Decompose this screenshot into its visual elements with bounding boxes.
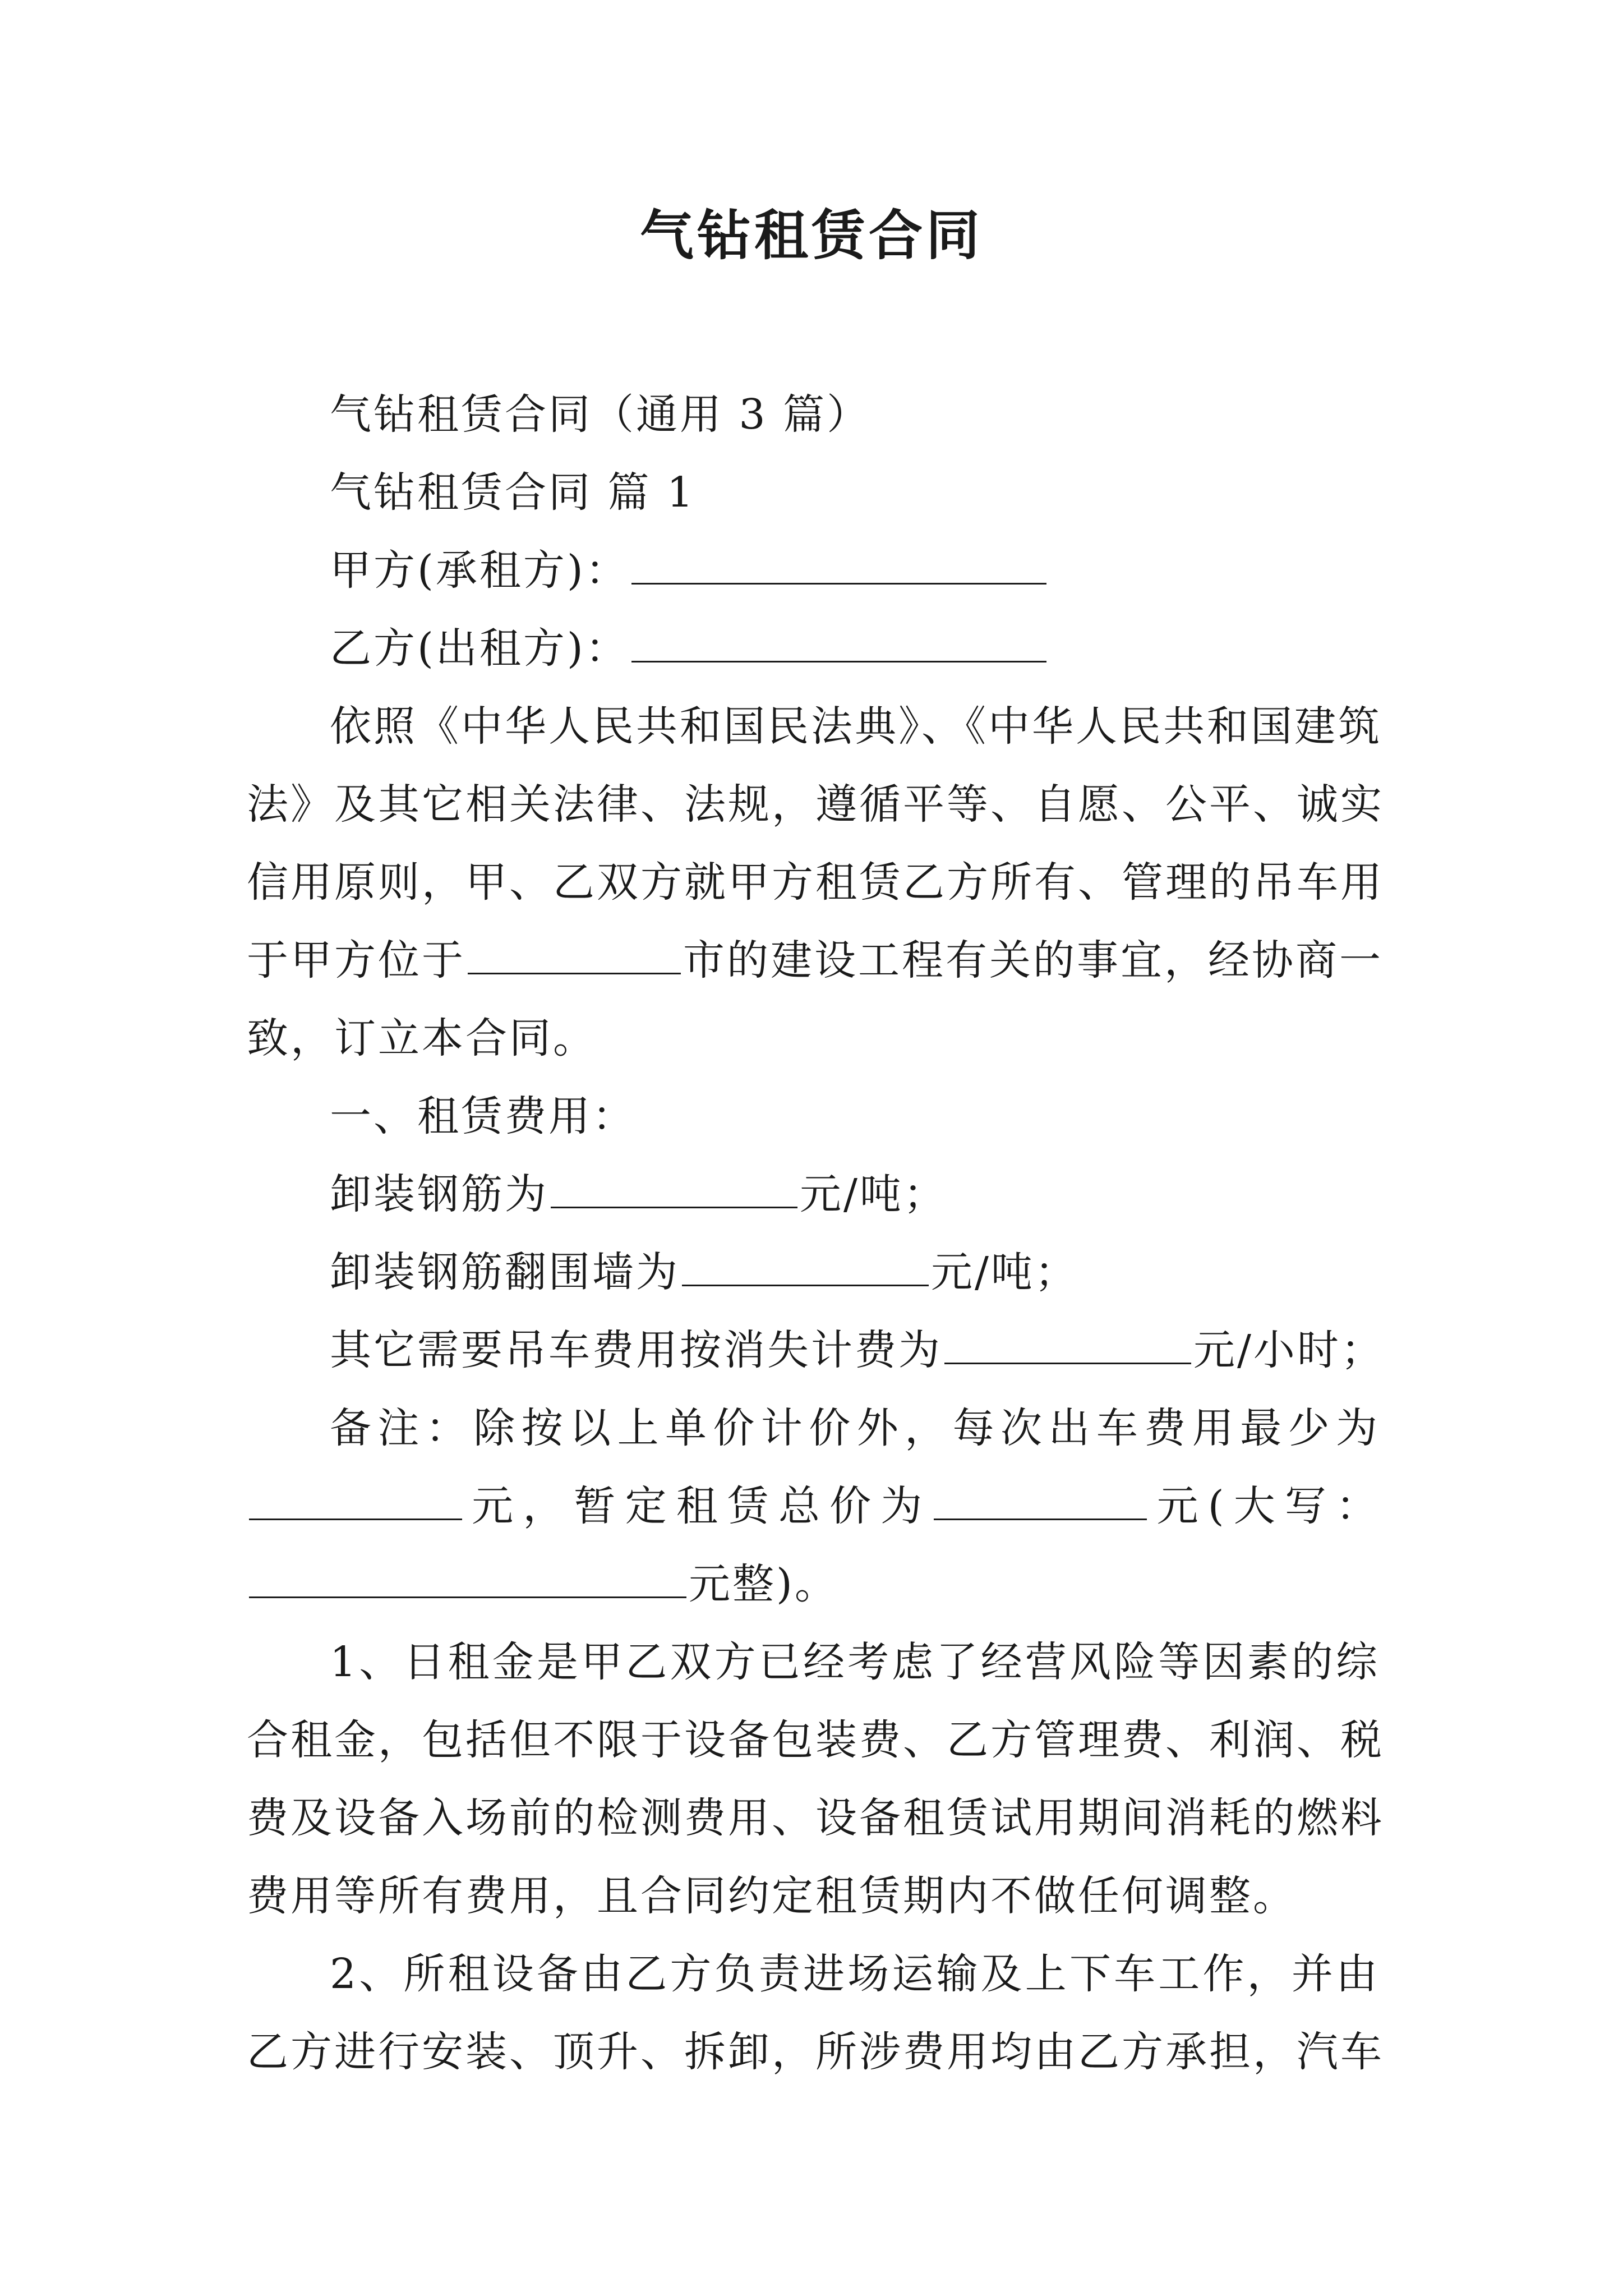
preamble-line-4 bbox=[247, 922, 1383, 1000]
party-a-line bbox=[247, 532, 1380, 610]
item-1-line-2: 合租金，包括但不限于设备包装费、乙方管理费、利润、税 bbox=[247, 1716, 1384, 1764]
note-line-2 bbox=[247, 1467, 1380, 1545]
preamble-line-1: 依照《中华人民共和国民法典》、《中华人民共和国建筑 bbox=[330, 702, 1382, 751]
fee-other-unit: 元/小时； bbox=[1193, 1326, 1385, 1374]
fee-other-line bbox=[247, 1312, 1385, 1389]
fee-rebar-unit: 元/吨； bbox=[800, 1170, 947, 1218]
note-line-1: 备注：除按以上单价计价外，每次出车费用最少为 bbox=[330, 1404, 1380, 1452]
fee-rebar-label: 卸装钢筋为 bbox=[330, 1170, 548, 1218]
preamble-line-4-end: 市的建设工程有关的事宜，经协商一 bbox=[683, 936, 1383, 984]
document-body bbox=[247, 376, 1385, 2091]
note-line-3 bbox=[247, 1545, 1380, 1623]
item-2-line-1: 2、所租设备由乙方负责进场运输及上下车工作，并由 bbox=[330, 1950, 1380, 1998]
party-b-blank[interactable] bbox=[631, 622, 1046, 662]
party-a-blank[interactable] bbox=[631, 544, 1046, 585]
fee-other-label: 其它需要吊车费用按消失计费为 bbox=[330, 1326, 942, 1374]
city-blank[interactable] bbox=[468, 933, 681, 974]
item-2-line-2: 乙方进行安装、顶升、拆卸，所涉费用均由乙方承担，汽车 bbox=[247, 2028, 1384, 2076]
fee-wall-label: 卸装钢筋翻围墙为 bbox=[330, 1248, 680, 1296]
party-b-label: 乙方(出租方)： bbox=[330, 624, 629, 673]
item-1-line-1: 1、日租金是甲乙双方已经考虑了经营风险等因素的综 bbox=[330, 1638, 1380, 1686]
uppercase-amount-blank[interactable] bbox=[249, 1557, 686, 1598]
preamble-line-3: 信用原则，甲、乙双方就甲方租赁乙方所有、管理的吊车用 bbox=[247, 858, 1384, 907]
fee-wall-blank[interactable] bbox=[682, 1245, 929, 1286]
document-title: 气钻租赁合同 bbox=[640, 204, 983, 267]
section-heading: 气钻租赁合同 篇 1 bbox=[330, 468, 696, 517]
fee-wall-line bbox=[247, 1234, 1380, 1312]
fee-rebar-line bbox=[247, 1156, 1380, 1234]
preamble-line-5: 致，订立本合同。 bbox=[247, 1014, 597, 1062]
party-b-line bbox=[247, 610, 1380, 688]
subtitle: 气钻租赁合同（通用 3 篇） bbox=[330, 390, 871, 439]
clause-1-heading: 一、租赁费用： bbox=[330, 1092, 636, 1140]
preamble-line-2: 法》及其它相关法律、法规，遵循平等、自愿、公平、诚实 bbox=[247, 780, 1384, 829]
note-line-3-end: 元整)。 bbox=[689, 1560, 838, 1608]
note-total-label: 元，暂定租赁总价为 bbox=[464, 1482, 932, 1530]
fee-rebar-blank[interactable] bbox=[551, 1167, 797, 1208]
party-a-label: 甲方(承租方)： bbox=[330, 546, 629, 595]
min-fee-blank[interactable] bbox=[249, 1479, 462, 1520]
item-1-line-4: 费用等所有费用，且合同约定租赁期内不做任何调整。 bbox=[247, 1872, 1297, 1920]
preamble-line-4-start: 于甲方位于 bbox=[247, 936, 465, 984]
total-price-blank[interactable] bbox=[934, 1479, 1147, 1520]
note-uppercase-label: 元(大写： bbox=[1149, 1482, 1380, 1530]
fee-wall-unit: 元/吨； bbox=[931, 1248, 1078, 1296]
item-1-line-3: 费及设备入场前的检测费用、设备租赁试用期间消耗的燃料 bbox=[247, 1794, 1384, 1842]
fee-other-blank[interactable] bbox=[944, 1323, 1191, 1364]
